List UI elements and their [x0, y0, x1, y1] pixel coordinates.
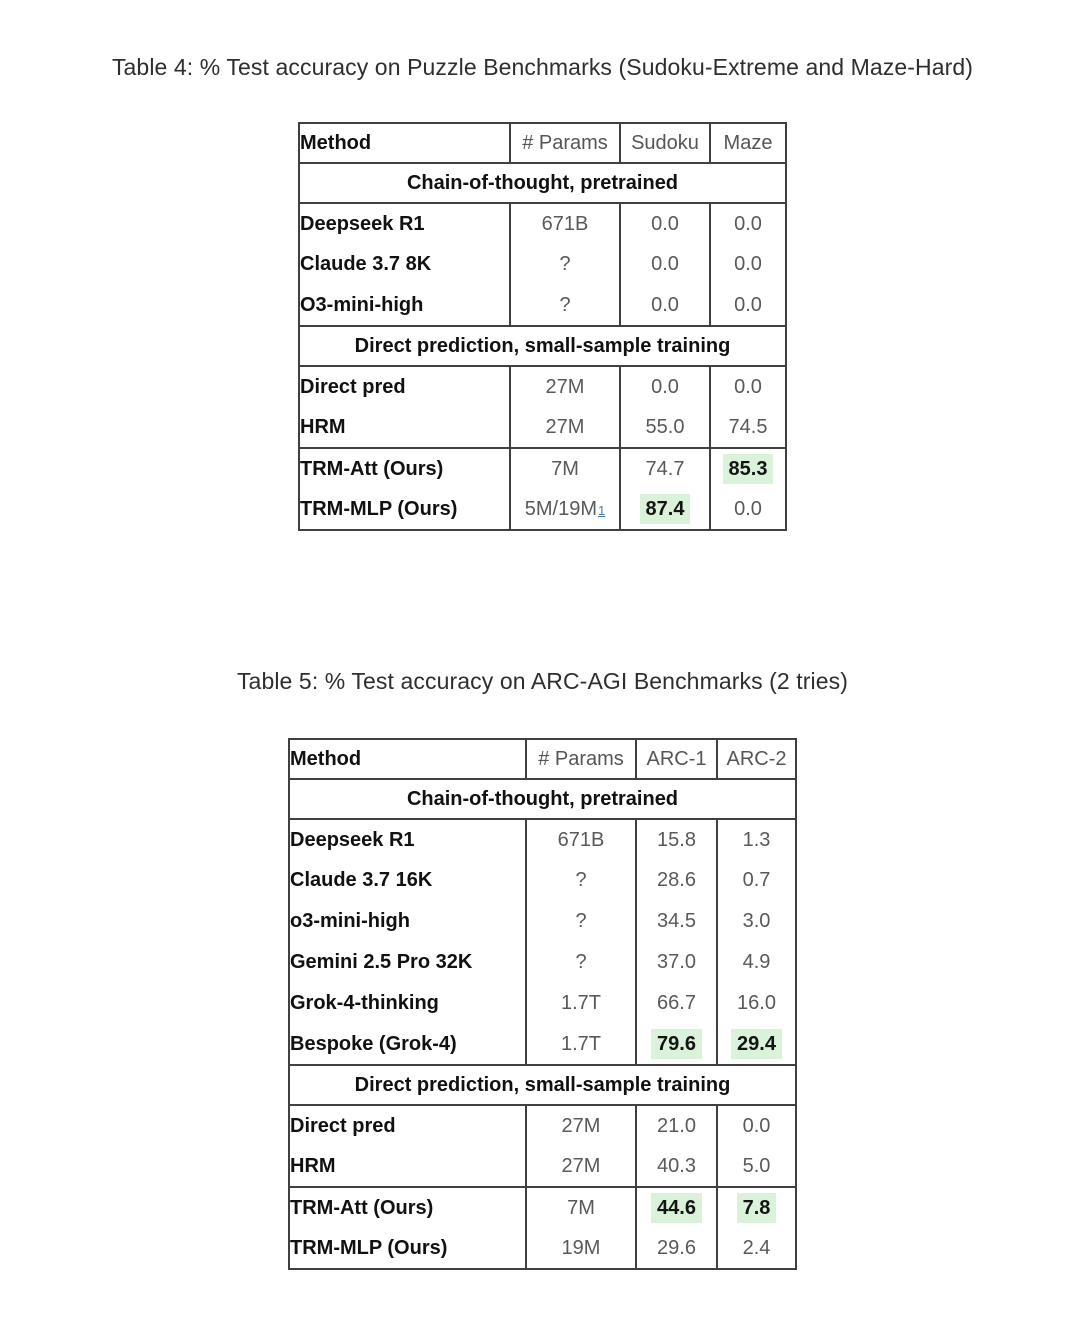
best-value-highlight: 85.3 — [723, 454, 774, 484]
section-header-row — [289, 779, 796, 819]
table-row — [299, 366, 786, 407]
value-cell — [526, 1024, 636, 1065]
table5-caption: Table 5: % Test accuracy on ARC-AGI Benchmarks (2 tries) — [236, 668, 849, 694]
table-row — [299, 489, 786, 530]
value-text: 7M — [567, 1196, 595, 1219]
value-cell — [717, 860, 796, 901]
method-name: TRM-MLP (Ours) — [300, 497, 458, 520]
value-text: 671B — [557, 828, 605, 851]
value-text: 19M — [561, 1236, 601, 1259]
column-header-maze: Maze — [710, 123, 786, 163]
value-cell — [510, 366, 620, 407]
section-header-label: Direct prediction, small-sample training — [299, 326, 786, 366]
table-row — [299, 448, 786, 489]
value-text: 21.0 — [657, 1114, 696, 1137]
value-cell — [636, 1024, 717, 1065]
value-cell — [717, 1146, 796, 1187]
table-row — [299, 285, 786, 326]
method-name: Deepseek R1 — [290, 828, 415, 851]
value-text: 66.7 — [657, 992, 696, 1014]
value-text: 5.0 — [742, 1154, 771, 1177]
value-cell — [526, 1105, 636, 1146]
value-cell — [710, 203, 786, 244]
table-row — [289, 819, 796, 860]
value-cell — [636, 983, 717, 1024]
column-header--params: # Params — [526, 739, 636, 779]
value-cell — [526, 819, 636, 860]
column-header-method: Method — [299, 123, 510, 163]
method-name: TRM-Att (Ours) — [289, 1187, 526, 1228]
section-header-row — [289, 1065, 796, 1105]
best-value-highlight: 79.6 — [651, 1029, 702, 1059]
value-text: 0.7 — [742, 869, 771, 891]
value-cell — [636, 1105, 717, 1146]
section-header-label: Chain-of-thought, pretrained — [299, 163, 786, 203]
column-header-row — [289, 739, 796, 779]
value-text: 7M — [551, 457, 579, 480]
value-text: 0.0 — [651, 375, 679, 398]
value-text: 74.7 — [645, 457, 685, 480]
value-cell — [717, 1228, 796, 1269]
value-cell — [717, 1105, 796, 1146]
value-text: ? — [559, 253, 571, 275]
value-text: 29.6 — [657, 1236, 696, 1259]
footnote-link[interactable]: 1 — [598, 502, 606, 518]
table-row — [299, 407, 786, 448]
value-cell — [636, 942, 717, 983]
value-text: 1.3 — [742, 828, 771, 851]
value-cell — [510, 407, 620, 448]
arc-agi-benchmarks-block — [0, 666, 1085, 1270]
value-text: 40.3 — [657, 1154, 696, 1177]
table-row — [299, 244, 786, 285]
value-cell — [510, 244, 620, 285]
value-text: 0.0 — [734, 497, 762, 520]
value-text: 4.9 — [742, 951, 771, 973]
value-cell — [620, 203, 710, 244]
value-text: 0.0 — [734, 212, 762, 235]
value-text: 74.5 — [728, 415, 768, 438]
value-cell — [526, 901, 636, 942]
value-text: 0.0 — [742, 1114, 771, 1137]
table-row — [289, 1105, 796, 1146]
value-cell — [620, 366, 710, 407]
value-text: 27M — [561, 1154, 601, 1177]
method-name: o3-mini-high — [290, 910, 410, 932]
value-text: 16.0 — [737, 992, 776, 1014]
value-text: 2.4 — [742, 1236, 771, 1259]
value-cell — [636, 901, 717, 942]
table5-arc-agi-benchmarks-table — [288, 738, 797, 1270]
value-text: 0.0 — [651, 293, 679, 316]
value-cell — [636, 1146, 717, 1187]
method-name: HRM — [300, 415, 346, 438]
method-name: HRM — [290, 1154, 336, 1177]
value-text: ? — [575, 951, 587, 973]
value-text: 0.0 — [734, 293, 762, 316]
value-cell — [526, 1187, 636, 1228]
value-text: 15.8 — [657, 828, 696, 851]
puzzle-benchmarks-block — [0, 52, 1085, 531]
column-header-sudoku: Sudoku — [620, 123, 710, 163]
value-cell — [717, 983, 796, 1024]
value-cell — [636, 819, 717, 860]
value-cell — [526, 942, 636, 983]
best-value-highlight: 44.6 — [651, 1193, 702, 1223]
method-name: TRM-Att (Ours) — [299, 448, 510, 489]
value-cell — [717, 819, 796, 860]
value-cell — [620, 244, 710, 285]
value-text: 671B — [541, 212, 589, 235]
value-text: 37.0 — [657, 951, 696, 973]
value-cell — [620, 285, 710, 326]
column-header-method: Method — [289, 739, 526, 779]
value-text: 5M/19M — [524, 497, 597, 520]
value-cell — [717, 901, 796, 942]
column-header-arc-2: ARC-2 — [717, 739, 796, 779]
value-cell — [526, 1146, 636, 1187]
value-cell — [717, 942, 796, 983]
section-header-label: Direct prediction, small-sample training — [289, 1065, 796, 1105]
value-cell — [526, 1228, 636, 1269]
method-name: Grok-4-thinking — [290, 992, 439, 1014]
value-cell — [526, 860, 636, 901]
column-header--params: # Params — [510, 123, 620, 163]
value-text: 1.7T — [560, 992, 602, 1014]
table-row — [289, 1146, 796, 1187]
value-cell — [710, 366, 786, 407]
method-name: Bespoke (Grok-4) — [290, 1032, 457, 1055]
value-cell — [710, 448, 786, 489]
section-header-row — [299, 163, 786, 203]
column-header-arc-1: ARC-1 — [636, 739, 717, 779]
method-name: Direct pred — [300, 375, 406, 398]
value-cell — [510, 203, 620, 244]
value-text: 34.5 — [657, 910, 696, 932]
value-text: 0.0 — [651, 212, 679, 235]
best-value-highlight: 29.4 — [731, 1029, 782, 1059]
table4-caption: Table 4: % Test accuracy on Puzzle Benchmarks (Sudoku-Extreme and Maze-Hard) — [111, 54, 974, 80]
table4-puzzle-benchmarks-table — [298, 122, 787, 531]
value-cell — [717, 1187, 796, 1228]
value-text: 28.6 — [657, 869, 696, 891]
value-cell — [636, 860, 717, 901]
method-name: Claude 3.7 16K — [290, 869, 433, 891]
value-cell — [510, 285, 620, 326]
value-cell — [510, 489, 620, 530]
value-text: ? — [559, 293, 571, 316]
value-cell — [636, 1187, 717, 1228]
table-row — [289, 901, 796, 942]
table-row — [289, 1228, 796, 1269]
method-name: Claude 3.7 8K — [300, 253, 432, 275]
value-cell — [636, 1228, 717, 1269]
value-cell — [620, 407, 710, 448]
method-name: Gemini 2.5 Pro 32K — [290, 951, 473, 973]
value-cell — [710, 244, 786, 285]
value-text: 3.0 — [742, 910, 771, 932]
value-text: ? — [575, 910, 587, 932]
method-name: O3-mini-high — [300, 293, 424, 316]
table-row — [289, 1024, 796, 1065]
value-cell — [710, 489, 786, 530]
column-header-row — [299, 123, 786, 163]
table-row — [289, 942, 796, 983]
value-text: 0.0 — [734, 253, 762, 275]
value-text: 27M — [561, 1114, 601, 1137]
value-cell — [620, 489, 710, 530]
best-value-highlight: 7.8 — [737, 1193, 777, 1223]
value-cell — [710, 407, 786, 448]
value-cell — [620, 448, 710, 489]
value-text: ? — [575, 869, 587, 891]
value-text: 27M — [545, 375, 585, 398]
table-row — [289, 983, 796, 1024]
table-row — [289, 1187, 796, 1228]
value-cell — [526, 983, 636, 1024]
table-row — [299, 203, 786, 244]
value-cell — [510, 448, 620, 489]
method-name: Deepseek R1 — [300, 212, 425, 235]
value-text: 55.0 — [645, 415, 685, 438]
table-row — [289, 860, 796, 901]
best-value-highlight: 87.4 — [640, 494, 691, 524]
value-cell — [710, 285, 786, 326]
section-header-label: Chain-of-thought, pretrained — [289, 779, 796, 819]
value-text: 27M — [545, 415, 585, 438]
value-text: 1.7T — [560, 1032, 602, 1055]
value-text: 0.0 — [734, 375, 762, 398]
value-cell — [717, 1024, 796, 1065]
value-text: 0.0 — [651, 253, 679, 275]
method-name: TRM-MLP (Ours) — [290, 1236, 448, 1259]
section-header-row — [299, 326, 786, 366]
method-name: Direct pred — [290, 1114, 396, 1137]
